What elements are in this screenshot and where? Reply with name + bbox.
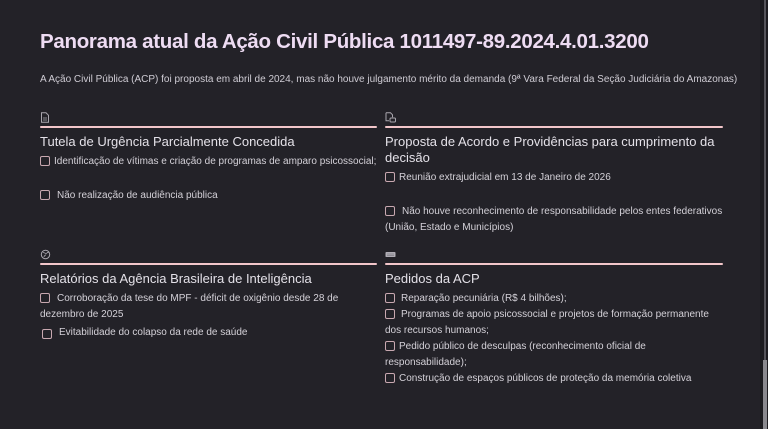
checklist-item[interactable] [385,339,723,371]
scrollbar-thumb[interactable] [763,360,767,429]
intro-text: A Ação Civil Pública (ACP) foi proposta em abril de 2024, mas não houve julgamento mérito da demanda (9ª Vara Federal da Seção Judiciária do Amazonas) [40,74,738,85]
item-label: Programas de apoio psicossocial e projetos de formação permanente dos recursos humanos; [385,309,709,336]
document-handshake-icon [385,112,397,124]
checklist-item[interactable] [385,291,723,307]
vertical-scrollbar[interactable] [760,0,768,429]
checklist-item[interactable] [385,204,723,236]
section-relatorios-abin [40,249,377,341]
item-label: Construção de espaços públicos de proteção da memória coletiva [399,373,692,384]
checklist-item[interactable] [385,170,723,186]
section-divider [40,126,377,128]
checklist-item[interactable] [40,154,377,170]
item-label: Não houve reconhecimento de responsabilidade pelos entes federativos (União, Estado e Municípios) [385,206,723,233]
item-label: Reparação pecuniária (R$ 4 bilhões); [401,293,567,304]
checklist-item[interactable] [385,371,723,387]
checkbox[interactable] [385,341,395,351]
item-label: Corroboração da tese do MPF - déficit de oxigênio desde 28 de dezembro de 2025 [40,293,339,320]
section-title: Proposta de Acordo e Providências para cumprimento da decisão [385,134,715,165]
section-title: Tutela de Urgência Parcialmente Concedida [40,134,295,149]
section-tutela [40,112,377,204]
checkbox[interactable] [42,329,52,339]
checkbox[interactable] [385,309,395,319]
section-pedidos-acp [385,249,723,387]
checkbox[interactable] [40,190,50,200]
section-divider [385,126,723,128]
section-title: Pedidos da ACP [385,271,480,286]
checklist-item[interactable] [40,325,377,341]
keyboard-icon [385,249,397,261]
checklist-item[interactable] [40,291,377,323]
item-label: Pedido público de desculpas (reconhecimento oficial de responsabilidade); [385,341,646,368]
item-label: Evitabilidade do colapso da rede de saúde [59,327,248,338]
checkbox[interactable] [385,172,395,182]
checklist-item[interactable] [385,307,723,339]
page-title: Panorama atual da Ação Civil Pública 1011497-89.2024.4.01.3200 [40,30,649,53]
checkbox[interactable] [40,156,50,166]
document-icon [40,112,52,124]
checkbox[interactable] [40,293,50,303]
section-title: Relatórios da Agência Brasileira de Inteligência [40,271,312,286]
checkbox[interactable] [385,373,395,383]
section-divider [385,263,723,265]
item-label: Identificação de vítimas e criação de programas de amparo psicossocial; [54,156,377,167]
checklist-item[interactable] [40,188,377,204]
item-label: Reunião extrajudicial em 13 de Janeiro de 2026 [399,172,611,183]
globe-icon [40,249,52,261]
item-label: Não realização de audiência pública [57,190,218,201]
checkbox[interactable] [385,206,395,216]
section-proposta-acordo [385,112,723,236]
section-divider [40,263,377,265]
checkbox[interactable] [385,293,395,303]
